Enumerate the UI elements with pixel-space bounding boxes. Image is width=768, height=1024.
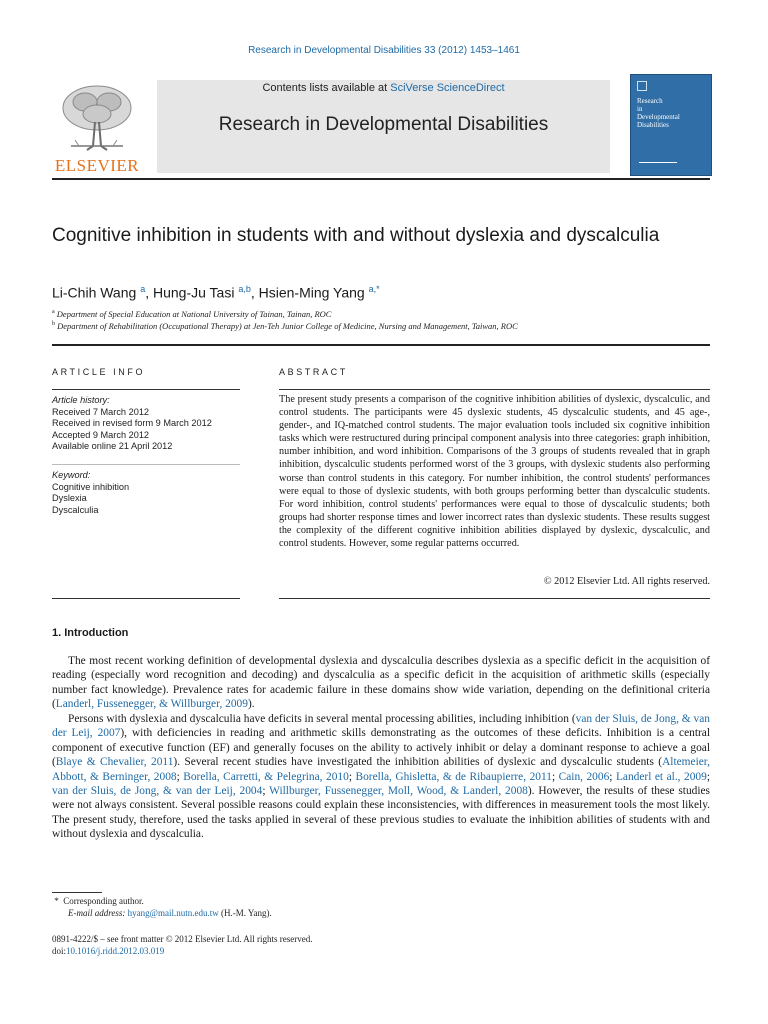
citation-link[interactable]: Landerl et al., 2009: [615, 770, 707, 783]
cover-divider: [639, 162, 677, 163]
sciencedirect-link[interactable]: SciVerse ScienceDirect: [390, 82, 505, 94]
article-info-label: ARTICLE INFO: [52, 367, 146, 377]
intro-text: The most recent working definition of developmental dyslexia and dyscalculia describes dyslexia as a specific deficit in the acquisition of reading (especially word recognition and decoding) and dyscalculia as a specific deficit in the acquisition of arithmetic skills (especially number fact knowledge). Prevalence rates for academic failure in these domains show wide variation, depending on the definitional criteria (: [52, 655, 710, 711]
citation-link[interactable]: Willburger, Fussenegger, Moll, Wood, & Landerl, 2008: [269, 785, 528, 798]
history-label: Article history:: [52, 395, 110, 405]
author-affil-marker[interactable]: a: [140, 284, 146, 294]
cover-emblem-icon: [637, 81, 647, 91]
header-rule: [52, 178, 710, 180]
abstract-label: ABSTRACT: [279, 367, 348, 377]
affiliation-text: Department of Rehabilitation (Occupational Therapy) at Jen-Teh Junior College of Medicine, Nursing and Management, Taiwan, ROC: [57, 321, 518, 331]
journal-title: Research in Developmental Disabilities: [218, 114, 549, 135]
title-rule: [52, 344, 710, 346]
intro-text: Persons with dyslexia and dyscalculia have deficits in several mental processing abilities, including inhibition (: [68, 713, 576, 725]
author-name[interactable]: Hung-Ju Tasi: [152, 284, 235, 301]
affiliation-text: Department of Special Education at National University of Tainan, Tainan, ROC: [56, 309, 332, 319]
footnote-corresponding: [52, 896, 710, 906]
citation-link[interactable]: van der Sluis, de Jong, & van der Leij, 2007: [52, 713, 710, 740]
intro-text: ;: [609, 770, 616, 783]
author-name[interactable]: Li-Chih Wang: [52, 284, 137, 301]
intro-paragraph-2: [52, 712, 710, 842]
affiliation-marker: a: [52, 309, 55, 316]
footnote-email: [68, 908, 726, 918]
doi-line: [52, 946, 710, 956]
affiliation: [52, 321, 710, 331]
citation-link[interactable]: Cain, 2006: [558, 770, 610, 783]
author-separator: ,: [250, 284, 259, 301]
citation-link[interactable]: Borella, Ghisletta, & de Ribaupierre, 2011: [355, 770, 552, 783]
author-name[interactable]: Hsien-Ming Yang: [258, 284, 365, 301]
publisher-name: ELSEVIER: [54, 156, 140, 175]
intro-paragraph-1: [52, 654, 710, 712]
history-item: Received 7 March 2012: [52, 406, 150, 417]
journal-citation-link[interactable]: Research in Developmental Disabilities 33 (2012) 1453–1461: [248, 45, 520, 56]
article-info-bottom-rule: [52, 598, 240, 599]
keyword-item[interactable]: Dyscalculia: [52, 504, 99, 515]
keyword-item[interactable]: Dyslexia: [52, 493, 87, 504]
cover-line: Disabilities: [637, 121, 669, 129]
affiliation: [52, 309, 710, 319]
footnote-rule: [52, 892, 102, 893]
elsevier-logo: [52, 82, 142, 176]
contents-line: [157, 82, 610, 94]
intro-text: ;: [348, 770, 356, 783]
footnote-marker: *: [54, 896, 59, 906]
abstract-text: The present study presents a comparison of the cognitive inhibition abilities of dyslexic, dyscalculic, and control students. The participants were 45 dyslexic students, 45 dyscalculic students, and 45 age-, gender-, and IQ-matched control students. The major evaluation tools included six cognitive inhibition tasks which were restructured during principal component analysis into three categories: graph inhibition, number inhibition, and word inhibition. Comparisons of the 3 groups of students revealed that in graph inhibition, dyscalculic students performed worst of the 3 groups, with dyslexic students also performing worse than control students in this category. For number inhibition, the control students' performances were equal to those of dyslexic students, with both groups performing better than dyscalculic students. For word inhibition, control students' performances were equal to those of dyscalculic students; both groups had shorter response times and lower incorrect rates than dyslexic students. These results suggest the complexity of the different cognitive inhibition abilities displayed by dyslexic, dyscalculic, and control students. However, some regular patterns occurred.: [279, 394, 710, 550]
citation-link[interactable]: Blaye & Chevalier, 2011: [55, 756, 174, 769]
intro-text: ). Several recent studies have investigated the inhibition abilities of dyslexic and dyscalculic students (: [173, 756, 663, 769]
citation-link[interactable]: van der Sluis, de Jong, & van der Leij, 2004: [52, 785, 263, 798]
intro-text: ), with deficiencies in reading and arithmetic skills demonstrating as the outcomes of these deficits. Inhibition is a central component of executive function (EF) and generally focuses on the ability to actively inhibit or delay a dominant response to achieve a goal (: [52, 727, 711, 769]
email-link[interactable]: hyang@mail.nutn.edu.tw: [127, 908, 219, 918]
citation-link[interactable]: Landerl, Fussenegger, & Willburger, 2009: [55, 698, 248, 711]
intro-text: ;: [551, 770, 559, 783]
elsevier-tree-icon: [57, 82, 137, 152]
intro-text: ). However, the results of these studies were not always consistent. Several possible reasons could explain these inconsistencies, with differences in measurement tools the most likely. The present study, therefore, used the tasks applied in several of these previous studies to evaluate the inhibition abilities of students with and without dyslexia and dyscalculia.: [52, 785, 710, 841]
cover-line: Developmental: [637, 113, 680, 121]
intro-text: ;: [262, 785, 270, 798]
cover-title: [637, 97, 707, 129]
email-suffix: (H.-M. Yang).: [218, 908, 272, 918]
cover-line: in: [637, 105, 643, 113]
abstract-bottom-rule: [279, 598, 710, 599]
journal-cover[interactable]: [630, 74, 712, 176]
author-list: [52, 284, 710, 301]
keyword-rule: [52, 464, 240, 465]
history-item: Available online 21 April 2012: [52, 441, 173, 452]
intro-text: ;: [706, 770, 710, 783]
intro-text: ).: [247, 698, 255, 711]
keyword-item[interactable]: Cognitive inhibition: [52, 481, 130, 492]
abstract-rule: [279, 389, 710, 390]
article-title: Cognitive inhibition in students with and without dyslexia and dyscalculia: [52, 225, 660, 246]
history-item: Received in revised form 9 March 2012: [52, 418, 212, 429]
keywords: [52, 470, 242, 516]
section-heading-introduction: 1. Introduction: [52, 627, 129, 639]
citation-link[interactable]: Borella, Carretti, & Pelegrina, 2010: [183, 770, 349, 783]
doi-link[interactable]: 10.1016/j.ridd.2012.03.019: [66, 946, 165, 956]
abstract-copyright: © 2012 Elsevier Ltd. All rights reserved.: [543, 576, 710, 587]
keyword-label: Keyword:: [52, 470, 91, 480]
issn-line: 0891-4222/$ – see front matter © 2012 Elsevier Ltd. All rights reserved.: [52, 934, 313, 944]
cover-line: Research: [637, 97, 663, 105]
article-info-rule: [52, 389, 240, 390]
doi-label: doi:: [52, 946, 67, 956]
footnote-text: Corresponding author.: [63, 896, 144, 906]
author-affil-marker[interactable]: a,b: [238, 284, 251, 294]
author-affil-marker[interactable]: a,*: [368, 284, 380, 294]
affiliation-marker: b: [52, 321, 55, 328]
email-label: E-mail address:: [68, 908, 128, 918]
intro-text: ;: [176, 770, 184, 783]
contents-prefix: Contents lists available at: [262, 82, 391, 94]
citation-link[interactable]: Altemeier, Abbott, & Berninger, 2008: [52, 756, 710, 783]
author-separator: ,: [145, 284, 153, 301]
article-history: [52, 395, 242, 453]
history-item: Accepted 9 March 2012: [52, 429, 150, 440]
